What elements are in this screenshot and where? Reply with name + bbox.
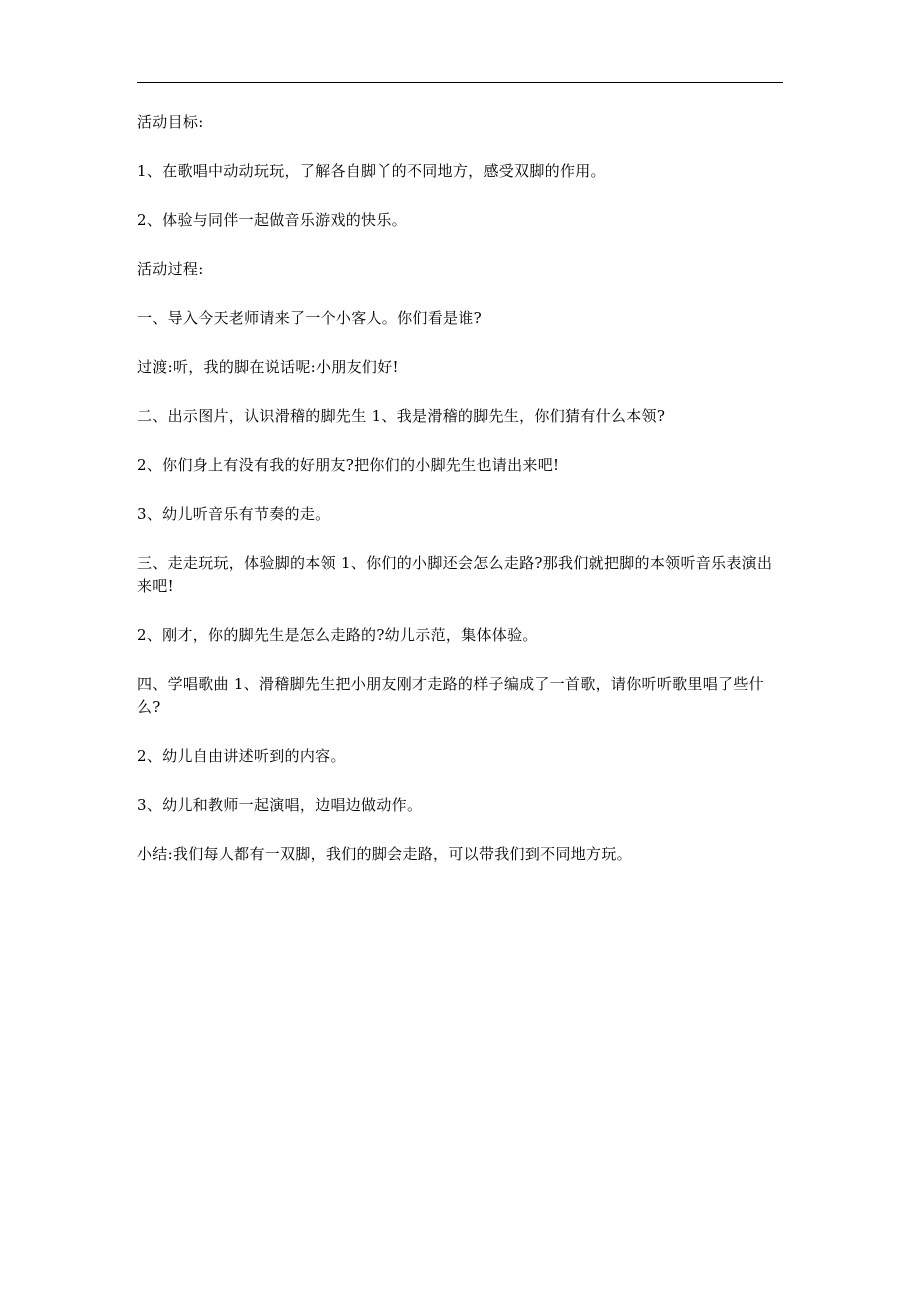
process-step-3-item-2: 2、刚才，你的脚先生是怎么走路的?幼儿示范，集体体验。 <box>137 626 538 644</box>
process-step-2-item-2: 2、你们身上有没有我的好朋友?把你们的小脚先生也请出来吧! <box>137 456 560 474</box>
process-step-4-item-3: 3、幼儿和教师一起演唱，边唱边做动作。 <box>137 796 423 814</box>
process-step-intro: 一、导入今天老师请来了一个小客人。你们看是谁? <box>137 309 482 327</box>
section-heading-goals: 活动目标: <box>137 113 204 131</box>
process-step-4-item-2: 2、幼儿自由讲述听到的内容。 <box>137 747 346 765</box>
process-step-3: 三、走走玩玩，体验脚的本领 1、你们的小脚还会怎么走路?那我们就把脚的本领听音乐表演出来吧! <box>137 554 773 595</box>
process-step-4: 四、学唱歌曲 1、滑稽脚先生把小朋友刚才走路的样子编成了一首歌，请你听听歌里唱了些什么? <box>137 675 764 716</box>
process-transition: 过渡:听，我的脚在说话呢:小朋友们好! <box>137 358 399 376</box>
header-rule <box>137 82 783 83</box>
process-step-2: 二、出示图片，认识滑稽的脚先生 1、我是滑稽的脚先生，你们猜有什么本领? <box>137 407 666 425</box>
goal-item-1: 1、在歌唱中动动玩玩，了解各自脚丫的不同地方，感受双脚的作用。 <box>137 162 606 180</box>
summary-paragraph: 小结:我们每人都有一双脚，我们的脚会走路，可以带我们到不同地方玩。 <box>137 845 632 863</box>
process-step-2-item-3: 3、幼儿听音乐有节奏的走。 <box>137 505 331 523</box>
document-body <box>137 111 783 866</box>
goal-item-2: 2、体验与同伴一起做音乐游戏的快乐。 <box>137 211 407 229</box>
section-heading-process: 活动过程: <box>137 260 204 278</box>
